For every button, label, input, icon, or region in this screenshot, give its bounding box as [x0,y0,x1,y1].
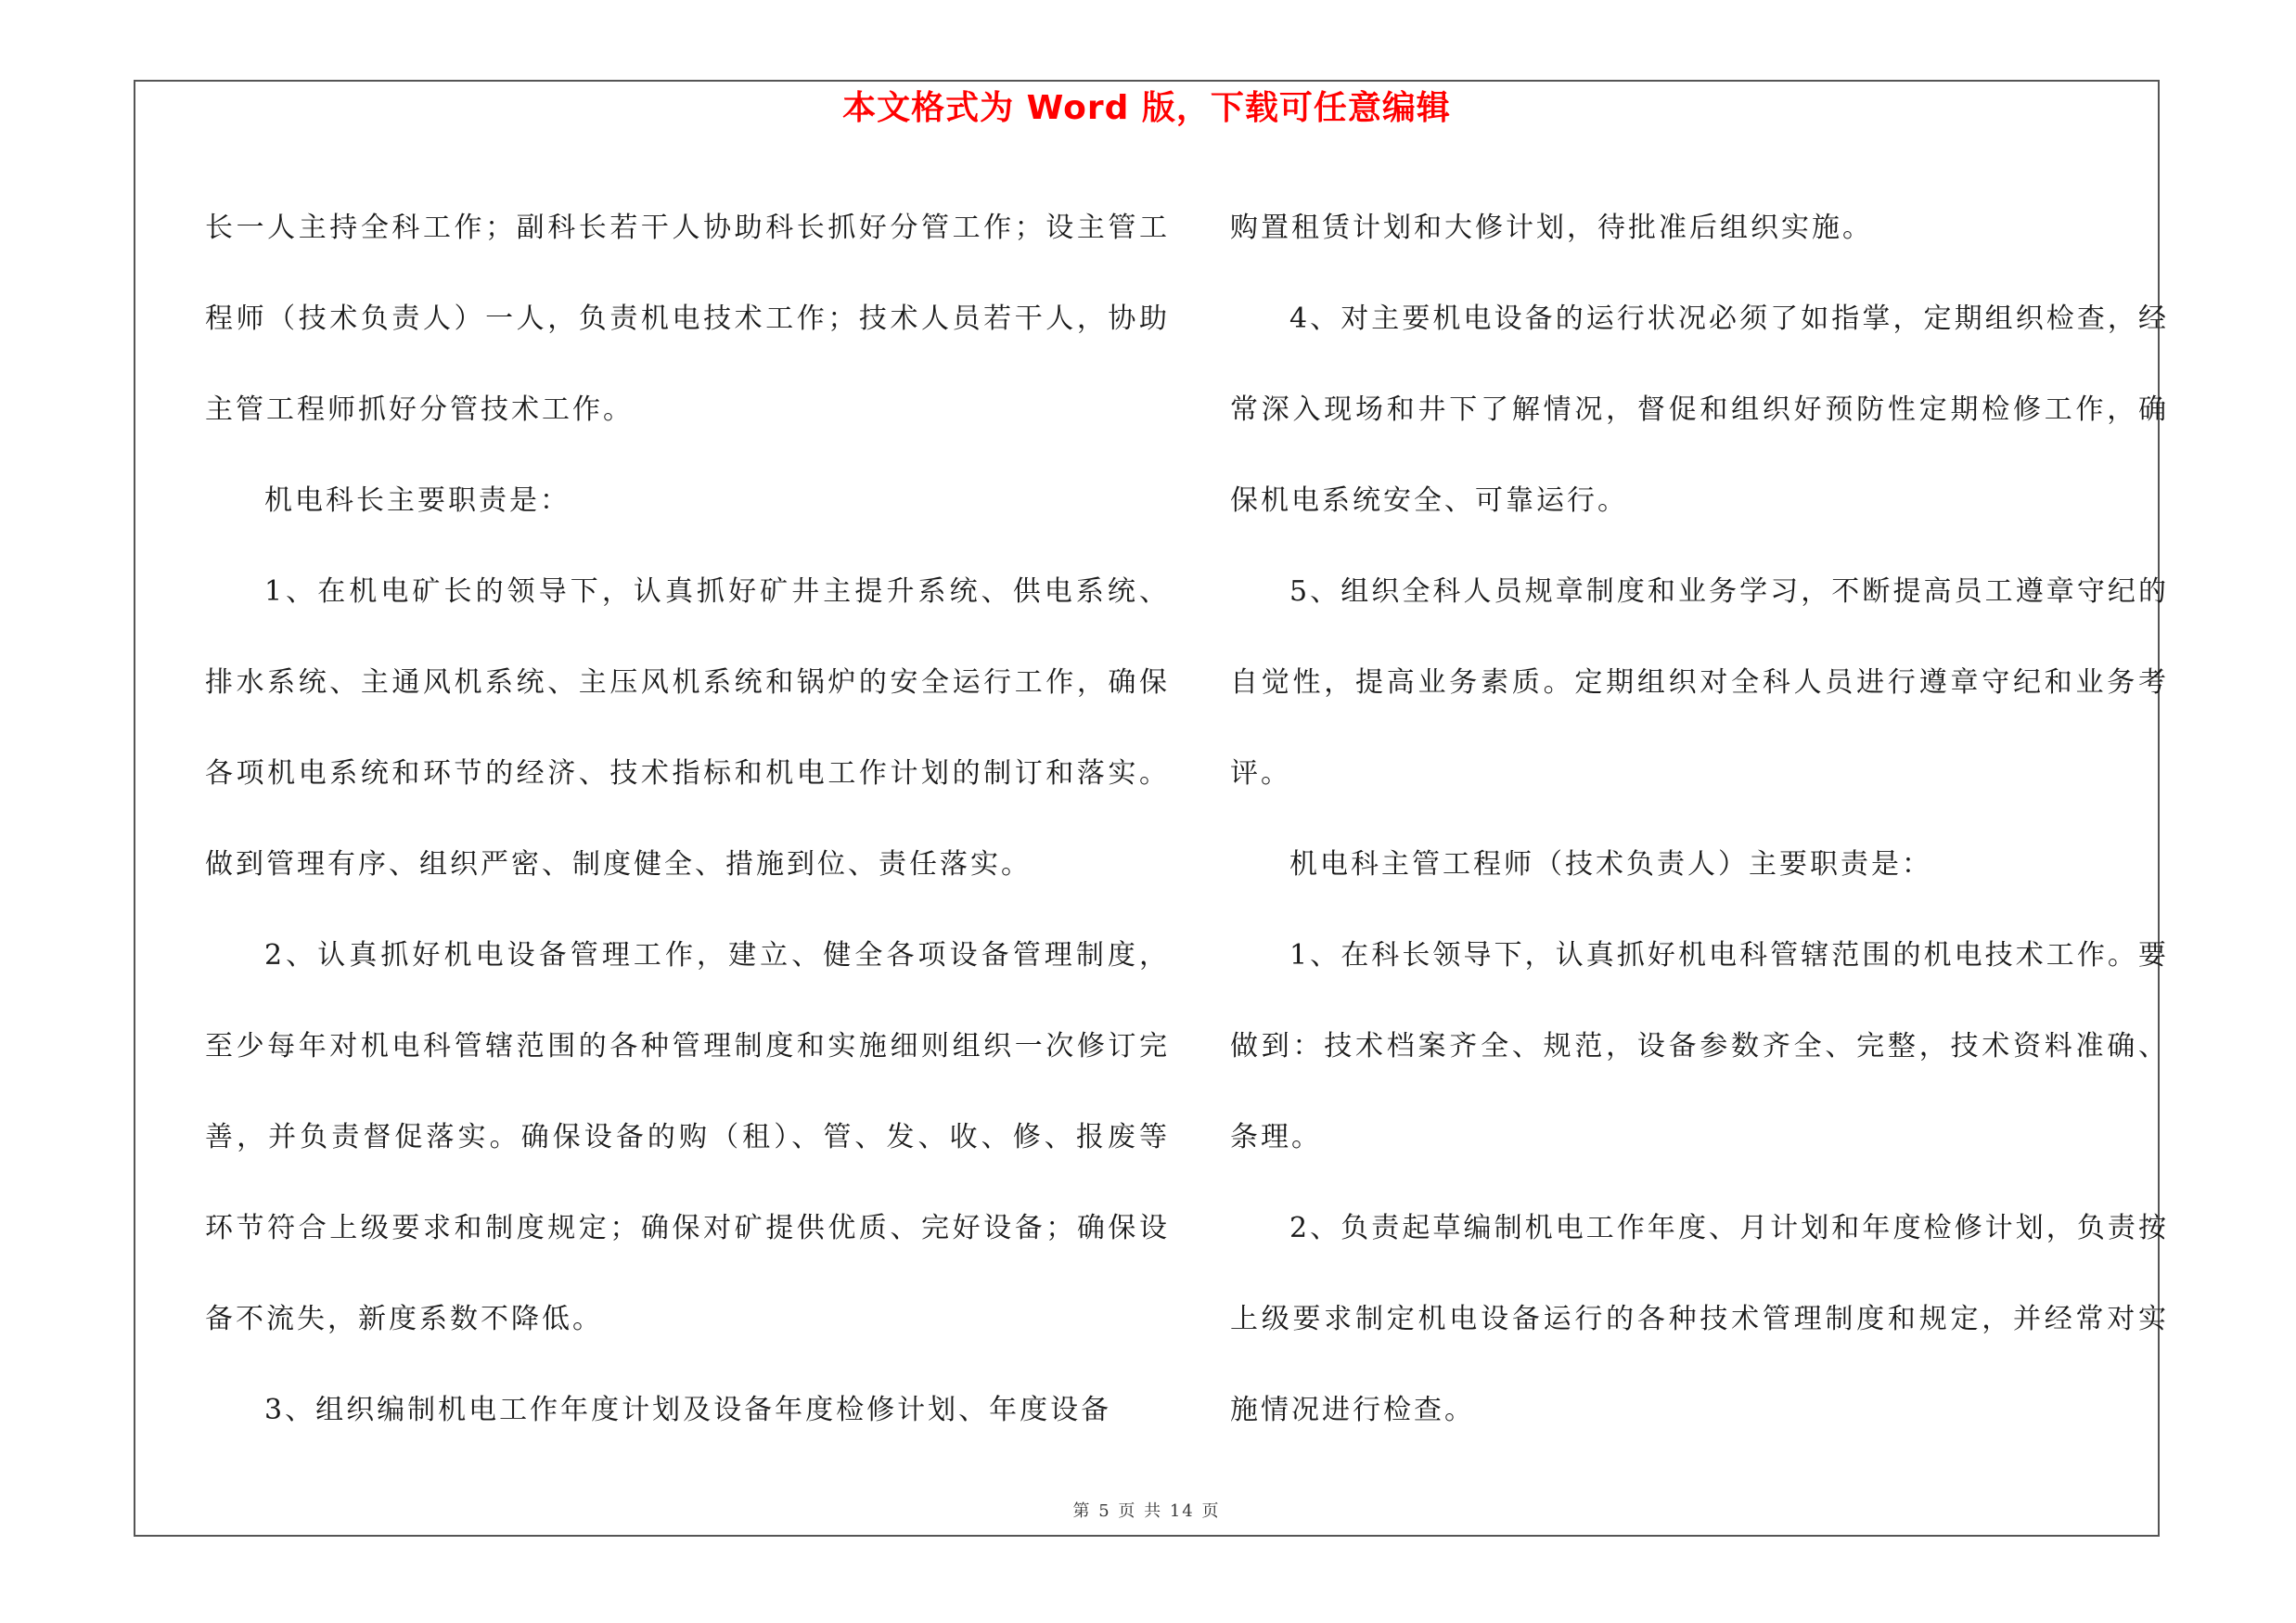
paragraph: 2、负责起草编制机电工作年度、月计划和年度检修计划，负责按上级要求制定机电设备运行的各种技术管理制度和规定，并经常对实施情况进行检查。 [1230,1212,2169,1426]
paragraph: 长一人主持全科工作；副科长若干人协助科长抓好分管工作；设主管工程师（技术负责人）一人，负责机电技术工作；技术人员若干人，协助主管工程师抓好分管技术工作。 [205,212,1170,426]
paragraph: 4、对主要机电设备的运行状况必须了如指掌，定期组织检查，经常深入现场和井下了解情况，督促和组织好预防性定期检修工作，确保机电系统安全、可靠运行。 [1230,303,2169,517]
paragraph: 2、认真抓好机电设备管理工作，建立、健全各项设备管理制度，至少每年对机电科管辖范围的各种管理制度和实施细则组织一次修订完善，并负责督促落实。确保设备的购（租）、管、发、收、修、报废等环节符合上级要求和制度规定；确保对矿提供优质、完好设备；确保设备不流失，新度系数不降低。 [205,939,1170,1335]
left-text-column [205,183,1170,1456]
paragraph: 3、组织编制机电工作年度计划及设备年度检修计划、年度设备 [264,1394,1112,1426]
paragraph: 1、在科长领导下，认真抓好机电科管辖范围的机电技术工作。要做到：技术档案齐全、规范，设备参数齐全、完整，技术资料准确、条理。 [1230,939,2169,1153]
page-number-footer: 第 5 页 共 14 页 [1072,1501,1221,1521]
paragraph: 1、在机电矿长的领导下，认真抓好矿井主提升系统、供电系统、排水系统、主通风机系统、主压风机系统和锅炉的安全运行工作，确保各项机电系统和环节的经济、技术指标和机电工作计划的制订和落实。做到管理有序、组织严密、制度健全、措施到位、责任落实。 [205,575,1170,881]
paragraph: 机电科长主要职责是： [264,484,571,517]
word-format-banner: 本文格式为 Word 版，下载可任意编辑 [842,89,1451,127]
paragraph: 购置租赁计划和大修计划，待批准后组织实施。 [1230,212,1873,244]
right-text-column [1230,183,2169,1456]
paragraph: 5、组织全科人员规章制度和业务学习，不断提高员工遵章守纪的自觉性，提高业务素质。定期组织对全科人员进行遵章守纪和业务考评。 [1230,575,2169,790]
paragraph: 机电科主管工程师（技术负责人）主要职责是： [1289,848,1932,881]
